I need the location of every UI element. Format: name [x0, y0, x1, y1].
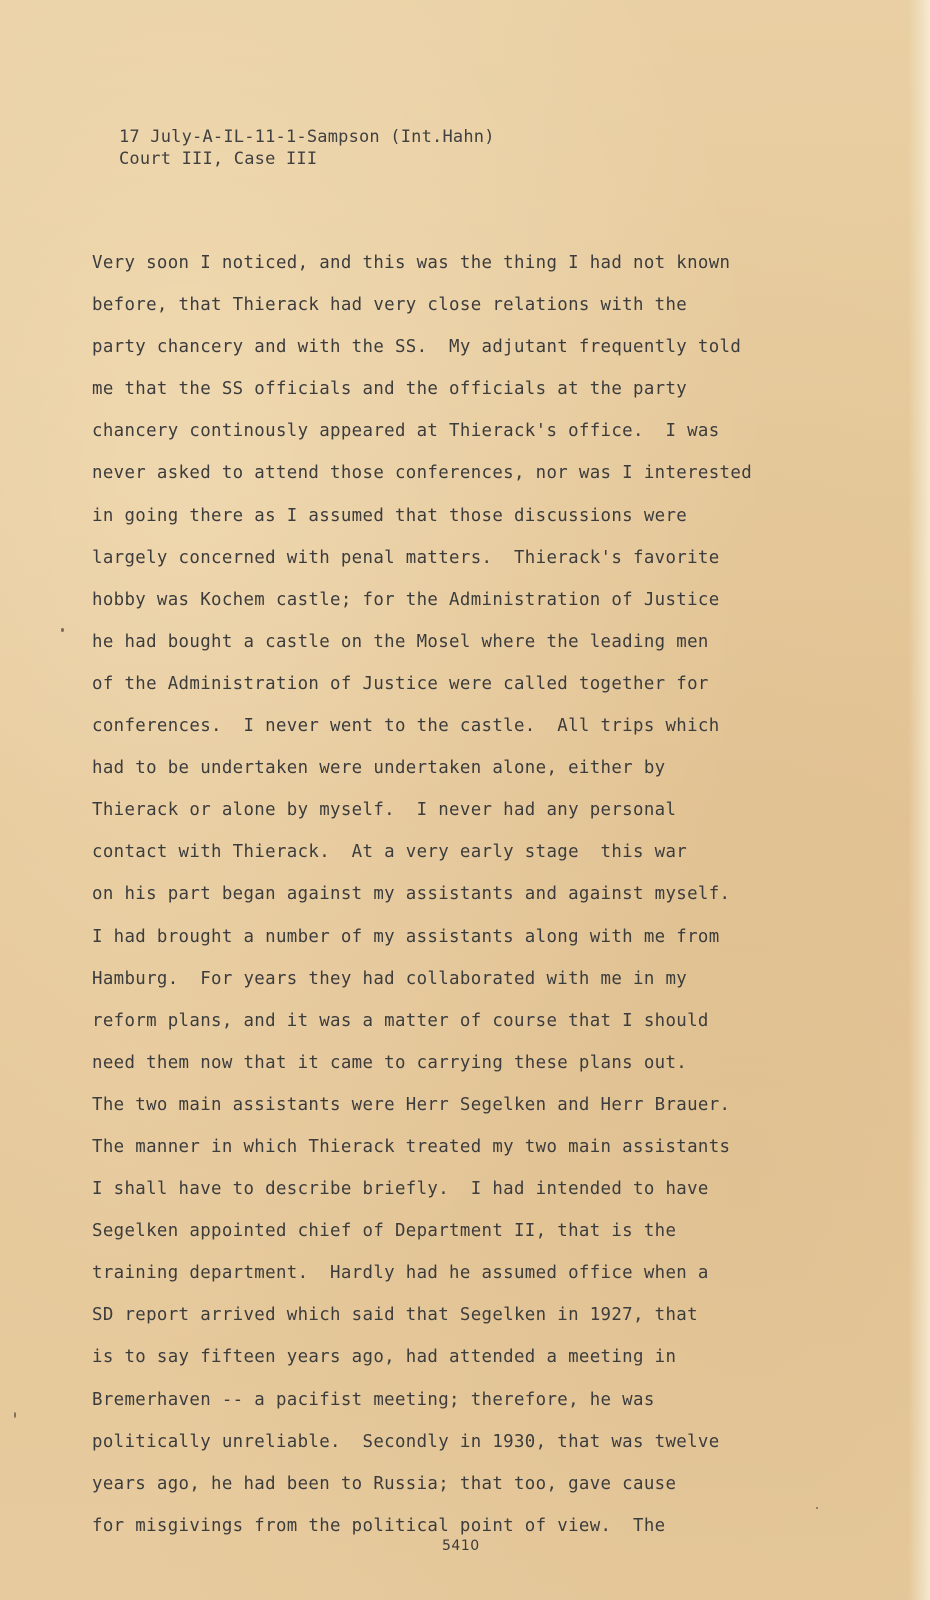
page-number: 5410: [442, 1538, 480, 1554]
text-line: on his part began against my assistants and against myself.: [92, 884, 731, 905]
text-line: need them now that it came to carrying these plans out.: [92, 1052, 688, 1073]
header-line-reference: 17 July-A-IL-11-1-Sampson (Int.Hahn): [119, 127, 495, 147]
paper-speck: [816, 1507, 818, 1509]
text-line: largely concerned with penal matters. Thierack's favorite: [92, 547, 720, 568]
text-line: hobby was Kochem castle; for the Administration of Justice: [92, 589, 720, 610]
text-line: contact with Thierack. At a very early stage this war: [92, 842, 688, 863]
text-line: had to be undertaken were undertaken alone, either by: [92, 758, 666, 779]
document-header: [119, 126, 495, 170]
text-line: SD report arrived which said that Segelken in 1927, that: [92, 1305, 698, 1326]
text-line: chancery continously appeared at Thierack's office. I was: [92, 421, 720, 442]
text-line: Segelken appointed chief of Department II, that is the: [92, 1221, 677, 1242]
text-line: never asked to attend those conferences, nor was I interested: [92, 463, 753, 484]
text-line: for misgivings from the political point of view. The: [92, 1515, 666, 1536]
text-line: training department. Hardly had he assumed office when a: [92, 1263, 709, 1284]
text-line: I shall have to describe briefly. I had intended to have: [92, 1179, 709, 1200]
text-line: of the Administration of Justice were called together for: [92, 673, 709, 694]
text-line: Thierack or alone by myself. I never had any personal: [92, 800, 677, 821]
text-line: The manner in which Thierack treated my two main assistants: [92, 1136, 731, 1157]
paper-speck: [14, 1412, 16, 1418]
text-line: in going there as I assumed that those discussions were: [92, 505, 688, 526]
text-line: Hamburg. For years they had collaborated with me in my: [92, 968, 688, 989]
text-line: politically unreliable. Secondly in 1930, that was twelve: [92, 1431, 720, 1452]
text-line: me that the SS officials and the officials at the party: [92, 379, 688, 400]
text-line: conferences. I never went to the castle. All trips which: [92, 716, 720, 737]
text-line: Very soon I noticed, and this was the thing I had not known: [92, 253, 731, 273]
text-line: reform plans, and it was a matter of course that I should: [92, 1010, 709, 1031]
text-line: is to say fifteen years ago, had attended a meeting in: [92, 1347, 677, 1368]
header-line-court: Court III, Case III: [119, 149, 318, 169]
text-line: The two main assistants were Herr Segelken and Herr Brauer.: [92, 1094, 731, 1115]
text-line: party chancery and with the SS. My adjutant frequently told: [92, 337, 742, 358]
paper-speck: [61, 628, 64, 632]
page-edge: [908, 0, 930, 1600]
text-line: years ago, he had been to Russia; that too, gave cause: [92, 1473, 677, 1494]
text-line: I had brought a number of my assistants along with me from: [92, 926, 720, 947]
text-line: Bremerhaven -- a pacifist meeting; therefore, he was: [92, 1389, 655, 1410]
text-line: before, that Thierack had very close relations with the: [92, 295, 688, 316]
transcript-body: [92, 242, 852, 1547]
text-line: he had bought a castle on the Mosel where the leading men: [92, 631, 709, 652]
